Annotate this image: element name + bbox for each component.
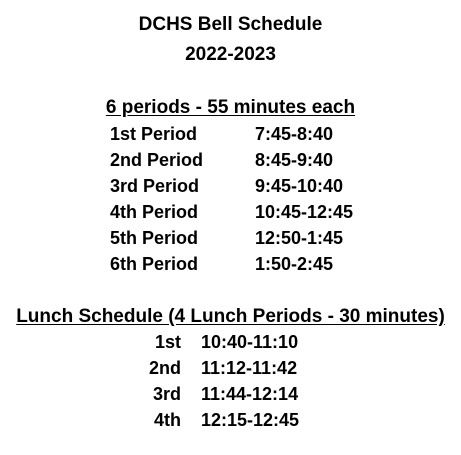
period-row xyxy=(0,123,461,145)
lunch-name: 2nd xyxy=(148,358,181,378)
lunch-name: 3rd xyxy=(152,384,181,404)
lunch-time: 10:40-11:10 xyxy=(201,332,299,352)
lunch-row xyxy=(0,357,461,379)
lunch-time: 11:44-12:14 xyxy=(201,384,299,404)
lunch-time: 12:15-12:45 xyxy=(201,410,300,430)
period-name: 6th Period xyxy=(110,254,199,274)
periods-heading: 6 periods - 55 minutes each xyxy=(105,97,356,118)
period-time: 9:45-10:40 xyxy=(255,176,344,196)
period-row xyxy=(0,149,461,171)
lunch-name: 4th xyxy=(154,410,181,430)
period-row xyxy=(0,253,461,275)
period-row xyxy=(0,175,461,197)
period-time: 8:45-9:40 xyxy=(255,150,334,170)
lunch-row xyxy=(0,331,461,353)
period-time: 12:50-1:45 xyxy=(255,228,344,248)
lunch-row xyxy=(0,383,461,405)
period-time: 10:45-12:45 xyxy=(255,202,354,222)
page-title: DCHS Bell Schedule xyxy=(138,14,323,35)
period-name: 2nd Period xyxy=(110,150,204,170)
period-name: 5th Period xyxy=(110,228,199,248)
school-year: 2022-2023 xyxy=(185,44,276,65)
lunch-time: 11:12-11:42 xyxy=(201,358,298,378)
period-time: 7:45-8:40 xyxy=(255,124,334,144)
period-name: 3rd Period xyxy=(110,176,200,196)
lunch-row xyxy=(0,409,461,431)
period-row xyxy=(0,227,461,249)
lunch-heading: Lunch Schedule (4 Lunch Periods - 30 minutes) xyxy=(16,306,445,327)
lunch-name: 1st xyxy=(154,332,181,352)
period-name: 1st Period xyxy=(110,124,198,144)
period-row xyxy=(0,201,461,223)
period-time: 1:50-2:45 xyxy=(255,254,334,274)
period-name: 4th Period xyxy=(110,202,199,222)
